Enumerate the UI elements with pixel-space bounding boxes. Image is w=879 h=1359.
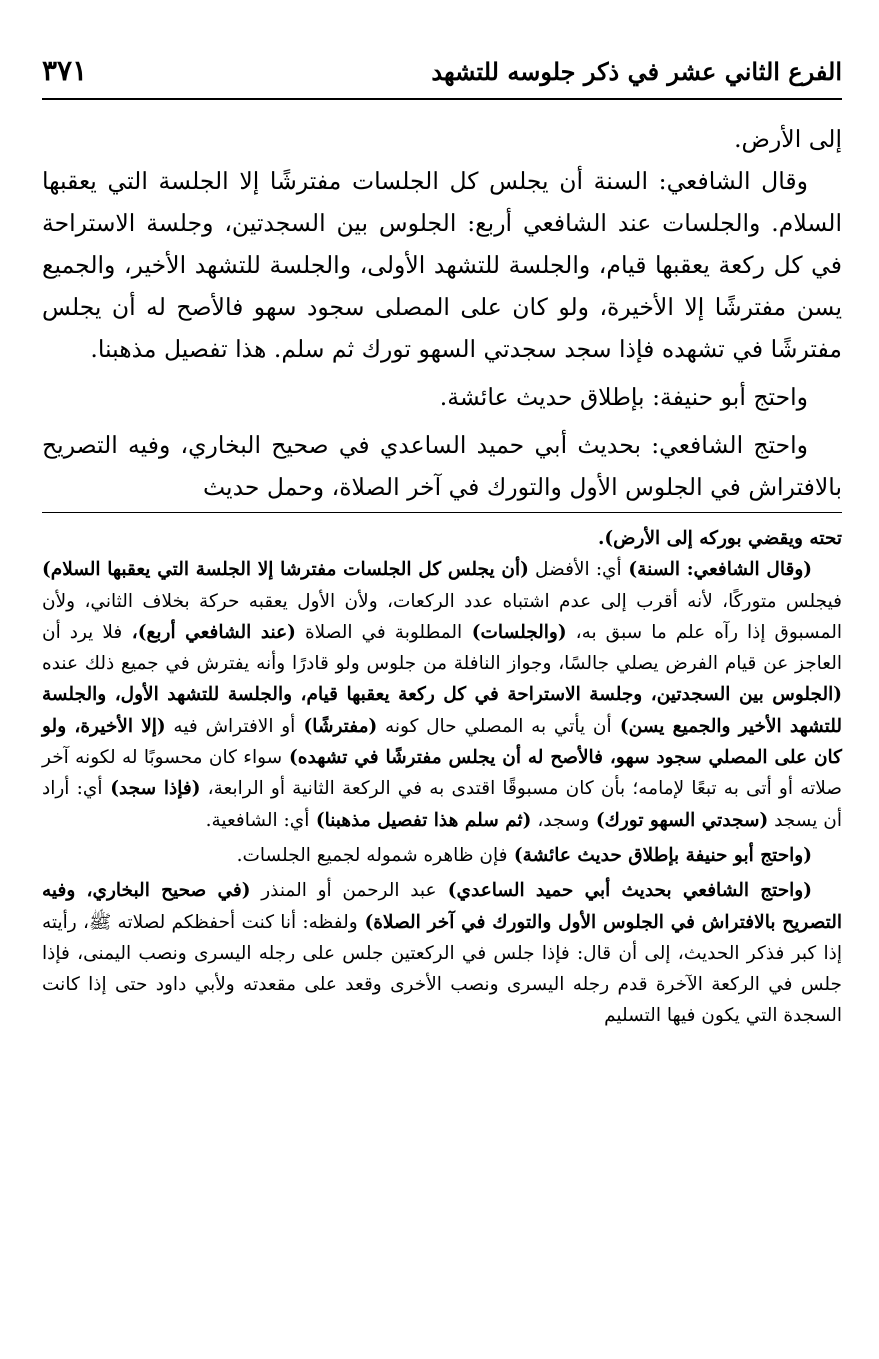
quoted-text-segment: (فإذا سجد) (102, 778, 201, 800)
commentary-paragraph-3 (42, 840, 842, 871)
quoted-text-segment: (الجلوس بين السجدتين، وجلسة الاستراحة في كل ركعة يعقبها قيام، والجلسة للتشهد الأول، والجلسة للتشهد الأخير والجميع يسن) (42, 684, 842, 737)
quoted-text-segment: (في صحيح البخاري، وفيه التصريح بالافتراش في الجلوس الأول والتورك في آخر الصلاة) (42, 880, 842, 933)
commentary-segment: أن يأتي به المصلي حال كونه (377, 715, 612, 737)
quoted-text-segment: (إلا الأخيرة، ولو كان على المصلي سجود سهو، فالأصح له أن يجلس مفترشًا في تشهده) (42, 715, 842, 769)
running-title: الفرع الثاني عشر في ذكر جلوسه للتشهد (431, 57, 842, 86)
commentary-segment: أو الافتراش فيه (165, 715, 296, 737)
quoted-text-segment: (أن يجلس كل الجلسات مفترشا إلا الجلسة التي يعقبها السلام) (42, 559, 529, 581)
commentary-segment: فيجلس متوركًا، لأنه أقرب إلى عدم اشتباه عدد الركعات، ولأن الأول يعقبه حركة بخلاف الثاني، ولأن المسبوق إذا رآه علم ما سبق به، (42, 590, 843, 643)
main-paragraph-1: إلى الأرض. (734, 125, 842, 153)
header-rule (42, 98, 842, 100)
commentary-segment: أي: الشافعية. (205, 809, 310, 831)
quoted-text-segment: (واحتج الشافعي بحديث أبي حميد الساعدي) (436, 880, 812, 902)
quoted-text-segment: (والجلسات) (462, 621, 567, 643)
main-text (42, 118, 842, 508)
main-paragraph-2: وقال الشافعي: السنة أن يجلس كل الجلسات مفترشًا إلا الجلسة التي يعقبها السلام. والجلسات عند الشافعي أربع: الجلوس بين السجدتين، وجلسة الاستراحة في كل ركعة يعقبها قيام، والجلسة للتشهد الأولى، والجلسة للتشهد الأخير، والجميع يسن مفترشًا إلا الأخيرة، ولو كان على المصلى سجود سهو فالأصح له أن يجلس مفترشًا في تشهده فإذا سجد سجدتي السهو تورك ثم سلم. هذا تفصيل مذهبنا. (42, 167, 842, 363)
quoted-text-segment: (وقال الشافعي: السنة) (621, 559, 813, 581)
main-paragraph-3: واحتج أبو حنيفة: بإطلاق حديث عائشة. (439, 383, 808, 411)
quoted-text-segment: (واحتج أبو حنيفة بإطلاق حديث عائشة) (507, 844, 812, 866)
quoted-text-segment: (عند الشافعي أربع)، (122, 621, 296, 643)
commentary-paragraph-4 (42, 875, 842, 1031)
commentary-segment: أي: أراد أن يسجد (42, 778, 842, 831)
commentary-segment: أي: الأفضل (528, 559, 622, 581)
commentary-segment: المطلوبة في الصلاة (295, 621, 463, 643)
quoted-text-segment: (ثم سلم هذا تفصيل مذهبنا) (309, 809, 532, 831)
quoted-text-segment: (مفترشًا) (295, 715, 378, 737)
main-paragraph-4: واحتج الشافعي: بحديث أبي حميد الساعدي في صحيح البخاري، وفيه التصريح بالافتراش في الجلوس الأول والتورك في آخر الصلاة، وحمل حديث (42, 431, 842, 501)
text-commentary-divider (42, 512, 842, 513)
commentary-text (42, 523, 842, 1032)
commentary-segment: عبد الرحمن أو المنذر (250, 880, 437, 902)
page-number: ٣٧١ (42, 54, 88, 87)
page-header (42, 54, 842, 98)
commentary-paragraph-2 (42, 554, 842, 836)
commentary-paragraph-1: تحته ويقضي بوركه إلى الأرض). (597, 528, 842, 549)
commentary-segment: فلا يرد أن العاجز عن قيام الفرض يصلي جالسًا، وجواز النافلة من جلوس ولو قادرًا وأنه يفترش في جميع ذلك عنده (42, 621, 842, 675)
commentary-segment: فإن ظاهره شموله لجميع الجلسات. (236, 844, 508, 866)
quoted-text-segment: (سجدتي السهو تورك) (589, 809, 769, 831)
commentary-segment: سواء كان محسوبًا له لكونه آخر صلاته أو أتى به تبعًا لإمامه؛ بأن كان مسبوقًا اقتدى به في الركعة الثانية أو الرابعة، (42, 747, 842, 800)
commentary-segment: ولفظه: أنا كنت أحفظكم لصلاته ﷺ، رأيته إذا كبر فذكر الحديث، إلى أن قال: فإذا جلس في الركعتين جلس على رجله اليسرى ونصب اليمنى، فإذا جلس في الركعة الآخرة قدم رجله اليسرى ونصب الأخرى وقعد على مقعدته ولأبي داود حتى إذا كانت السجدة التي يكون فيها التسليم (42, 911, 842, 1027)
book-page (42, 54, 842, 1032)
commentary-segment: وسجد، (531, 809, 590, 831)
